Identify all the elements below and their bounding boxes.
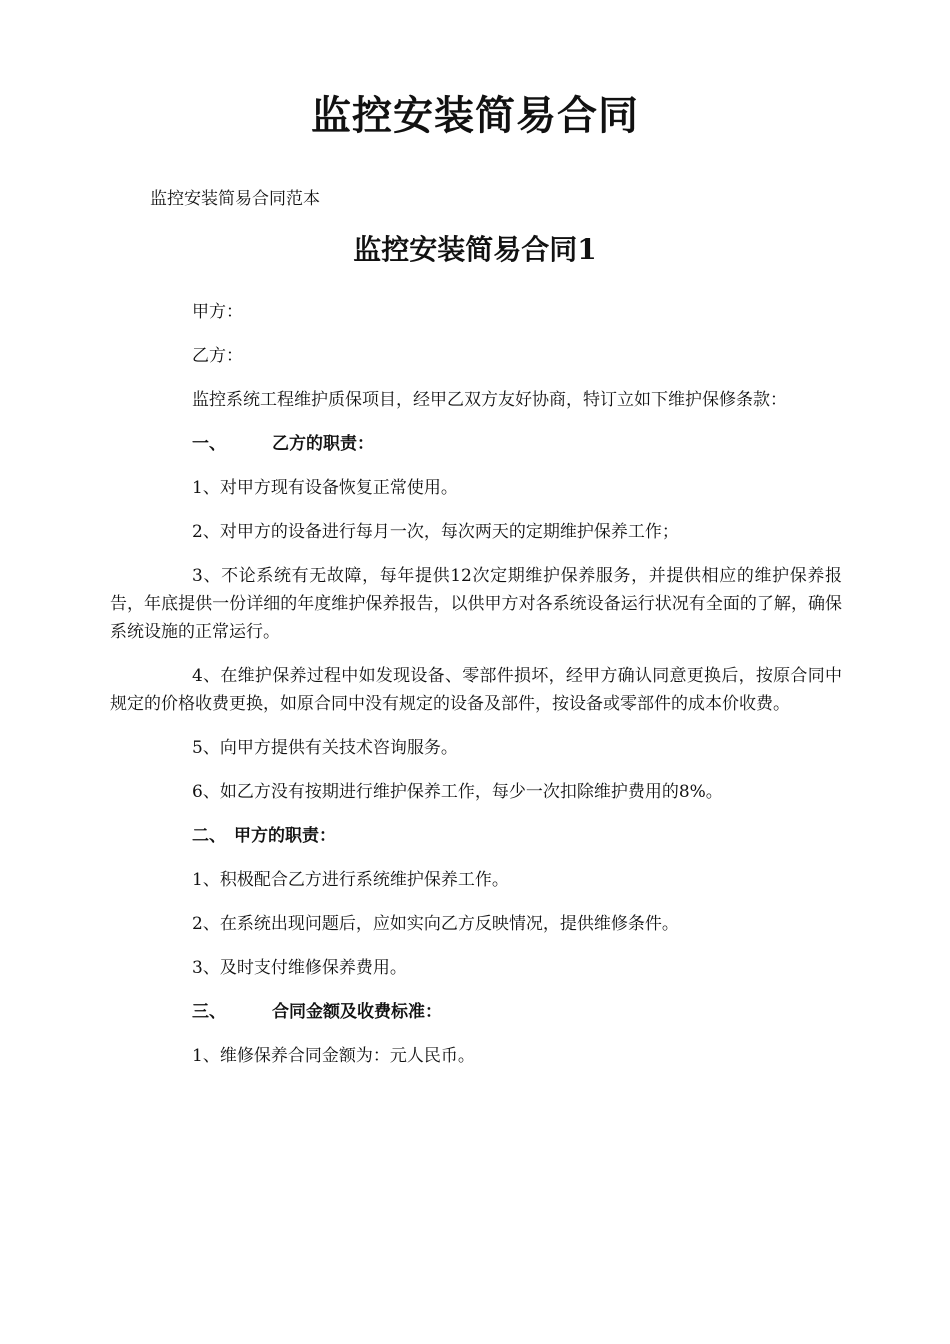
- list-item: 1、积极配合乙方进行系统维护保养工作。: [192, 870, 509, 890]
- section-heading-3: [192, 998, 842, 1026]
- intro-paragraph: 监控系统工程维护质保项目，经甲乙双方友好协商，特订立如下维护保修条款：: [192, 390, 787, 410]
- section-number: 一、: [192, 434, 226, 454]
- section-heading-1: [192, 430, 842, 458]
- template-label: 监控安装简易合同范本: [150, 189, 320, 209]
- section-title: 乙方的职责：: [272, 434, 374, 454]
- list-item: 2、在系统出现问题后，应如实向乙方反映情况，提供维修条件。: [192, 914, 679, 934]
- contract-body: [110, 298, 842, 1086]
- list-item: 3、及时支付维修保养费用。: [192, 958, 407, 978]
- list-item: 6、如乙方没有按期进行维护保养工作，每少一次扣除维护费用的8%。: [192, 782, 723, 802]
- section-number: 二、: [192, 826, 226, 846]
- list-item: 2、对甲方的设备进行每月一次，每次两天的定期维护保养工作；: [192, 522, 679, 542]
- list-item: 1、对甲方现有设备恢复正常使用。: [192, 478, 458, 498]
- list-item: 1、维修保养合同金额为：元人民币。: [192, 1046, 475, 1066]
- section-number: 三、: [192, 1002, 226, 1022]
- section-heading-2: [192, 822, 842, 850]
- section-title: 合同金额及收费标准：: [272, 1002, 442, 1022]
- section-title: 甲方的职责：: [234, 826, 336, 846]
- party-a-line: 甲方：: [192, 302, 243, 322]
- list-item: 4、在维护保养过程中如发现设备、零部件损坏，经甲方确认同意更换后，按原合同中规定的价格收费更换，如原合同中没有规定的设备及部件，按设备或零部件的成本价收费。: [110, 666, 842, 714]
- party-b-line: 乙方：: [192, 346, 243, 366]
- document-title: 监控安装简易合同: [311, 92, 639, 139]
- contract-subtitle: 监控安装简易合同1: [353, 233, 597, 266]
- list-item: 5、向甲方提供有关技术咨询服务。: [192, 738, 458, 758]
- list-item: 3、不论系统有无故障，每年提供12次定期维护保养服务，并提供相应的维护保养报告，年底提供一份详细的年度维护保养报告，以供甲方对各系统设备运行状况有全面的了解，确保系统设施的正常运行。: [110, 566, 842, 642]
